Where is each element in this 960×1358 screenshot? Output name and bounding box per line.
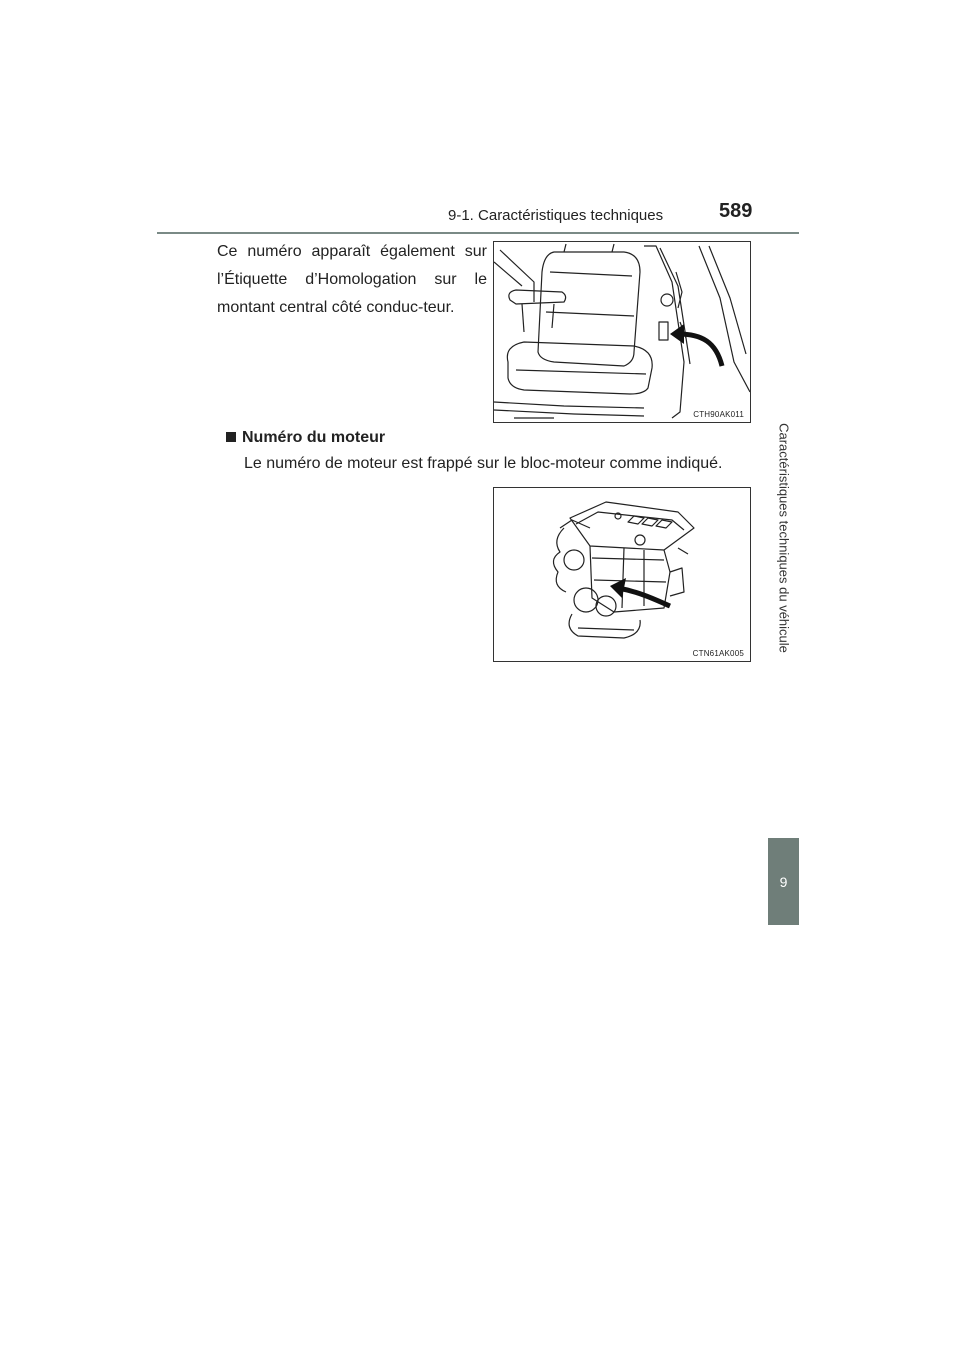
- section-title: 9-1. Caractéristiques techniques: [448, 207, 664, 224]
- side-tab-label: Caractéristiques techniques du véhicule: [776, 423, 792, 653]
- seat-illustration: [494, 242, 750, 422]
- body-paragraph: Ce numéro apparaît également sur l’Étiquette d’Homologation sur le montant central côté conduc-teur.: [217, 243, 487, 316]
- section-body-text: Le numéro de moteur est frappé sur le bloc-moteur comme indiqué.: [244, 455, 723, 472]
- chapter-number-badge: 9: [768, 838, 799, 925]
- figure-driver-seat-pillar: [493, 241, 751, 423]
- section-heading-text: Numéro du moteur: [242, 429, 386, 446]
- engine-illustration: [494, 488, 750, 661]
- figure-code: CTH90AK011: [693, 410, 744, 419]
- figure-code: CTN61AK005: [692, 649, 744, 658]
- page-number: 589: [719, 200, 753, 222]
- figure-engine-block: [493, 487, 751, 662]
- square-bullet-icon: [226, 432, 236, 442]
- header-rule: [157, 232, 799, 234]
- section-heading: [226, 429, 385, 447]
